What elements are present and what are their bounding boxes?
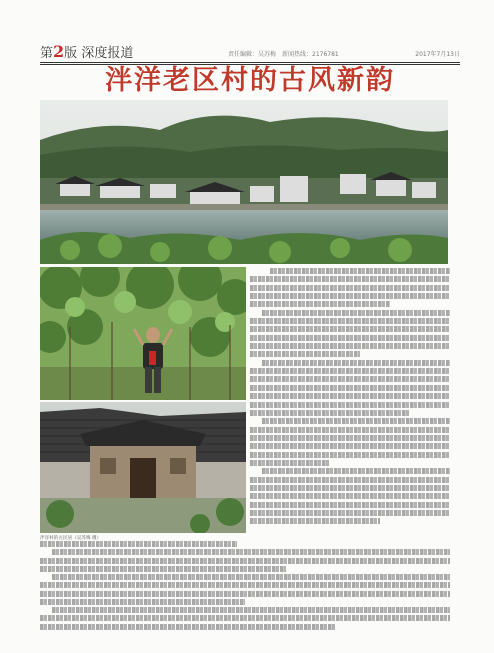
edition-suffix: 版 [64,46,78,61]
edition-prefix: 第 [40,46,54,61]
ancient-house-photo [40,402,246,533]
photo-caption: 泮洋村的古民居（吴苏梅 摄） [40,536,102,541]
header-rule [40,62,460,63]
edition-label [40,42,133,61]
villager-vineyard-photo [40,267,246,400]
village-landscape-photo [40,100,448,264]
edition-number: 2 [53,42,65,61]
article-text-bottom [40,541,450,637]
headline: 泮洋老区村的古风新韵 [105,65,395,96]
issue-date: 2017年7月13日 [415,51,460,58]
page-header [40,40,460,62]
article-text-column [250,268,450,536]
section-name: 深度报道 [81,46,134,61]
editor-info: 责任编辑：吴苏梅 新闻热线：2176781 [228,51,339,58]
